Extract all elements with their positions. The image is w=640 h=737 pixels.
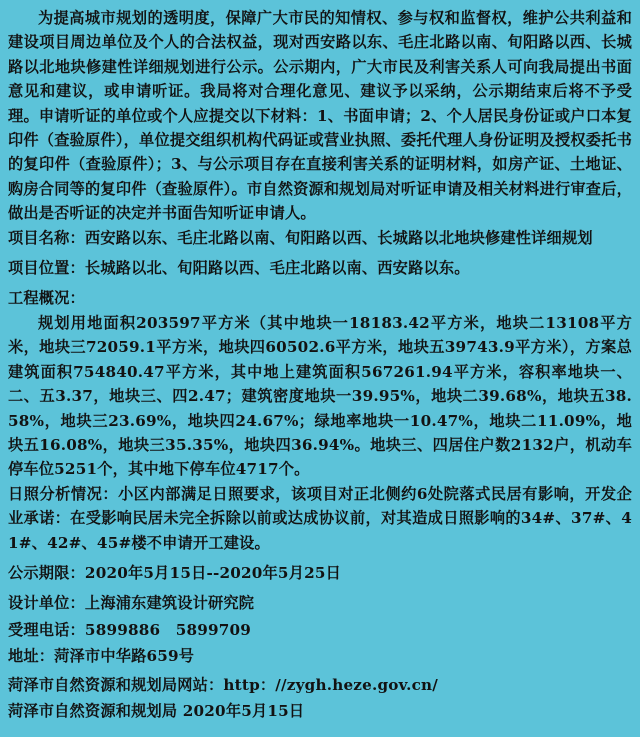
publicity-period: 公示期限：2020年5月15日--2020年5月25日 xyxy=(8,563,342,582)
overview-heading: 工程概况： xyxy=(8,289,85,308)
address: 地址：菏泽市中华路659号 xyxy=(8,647,195,666)
design-unit: 设计单位：上海浦东建筑设计研究院 xyxy=(8,594,255,613)
intro-paragraph: 为提高城市规划的透明度，保障广大市民的知情权、参与权和监督权，维护公共利益和建设项目周边单位及个人的合法权益，现对西安路以东、毛庄北路以南、旬阳路以西、长城路以北地块修建性详细规划进行公示。公示期内，广大市民及利害关系人可向我局提出书面意见和建议，或申请听证。我局将对合理化意见、建议予以采纳，公示期结束后将不予受理。申请听证的单位或个人应提交以下材料：1、书面申请；2、个人居民身份证或户口本复印件（查验原件），单位提交组织机构代码证或营业执照、委托代理人身份证明及授权委托书的复印件（查验原件）；3、与公示项目存在直接利害关系的证明材料，如房产证、土地证、购房合同等的复印件（查验原件）。市自然资源和规划局对听证申请及相关材料进行审查后，做出是否听证的决定并书面告知听证申请人。 xyxy=(8,9,632,223)
project-name: 项目名称：西安路以东、毛庄北路以南、旬阳路以西、长城路以北地块修建性详细规划 xyxy=(8,228,593,247)
overview-body: 规划用地面积203597平方米（其中地块一18183.42平方米，地块二13108平方米，地块三72059.1平方米，地块四60502.6平方米，地块五39743.9平方米），方案总建筑面积754840.47平方米，其中地上建筑面积567261.94平方米，容积率地块一、二、五3.37，地块三、四2.47；建筑密度地块一39.95%，地块二39.68%，地块五38.58%，地块三23.69%，地块四24.67%；绿地率地块一10.47%，地块二11.09%，地块五16.08%，地块三35.35%，地块四36.94%。地块三、四居住户数2132户，机动车停车位5251个，其中地下停车位4717个。 xyxy=(8,313,632,479)
project-location: 项目位置：长城路以北、旬阳路以西、毛庄北路以南、西安路以东。 xyxy=(8,259,470,278)
phone-numbers: 受理电话：5899886 5899709 xyxy=(8,620,252,639)
website: 菏泽市自然资源和规划局网站：http：//zygh.heze.gov.cn/ xyxy=(8,675,439,694)
signature: 菏泽市自然资源和规划局 2020年5月15日 xyxy=(8,701,305,720)
sunlight-analysis: 日照分析情况：小区内部满足日照要求，该项目对正北侧约6处院落式民居有影响，开发企业承诺：在受影响民居未完全拆除以前或达成协议前，对其造成日照影响的34#、37#、41#、42#、45#楼不申请开工建设。 xyxy=(8,484,632,552)
